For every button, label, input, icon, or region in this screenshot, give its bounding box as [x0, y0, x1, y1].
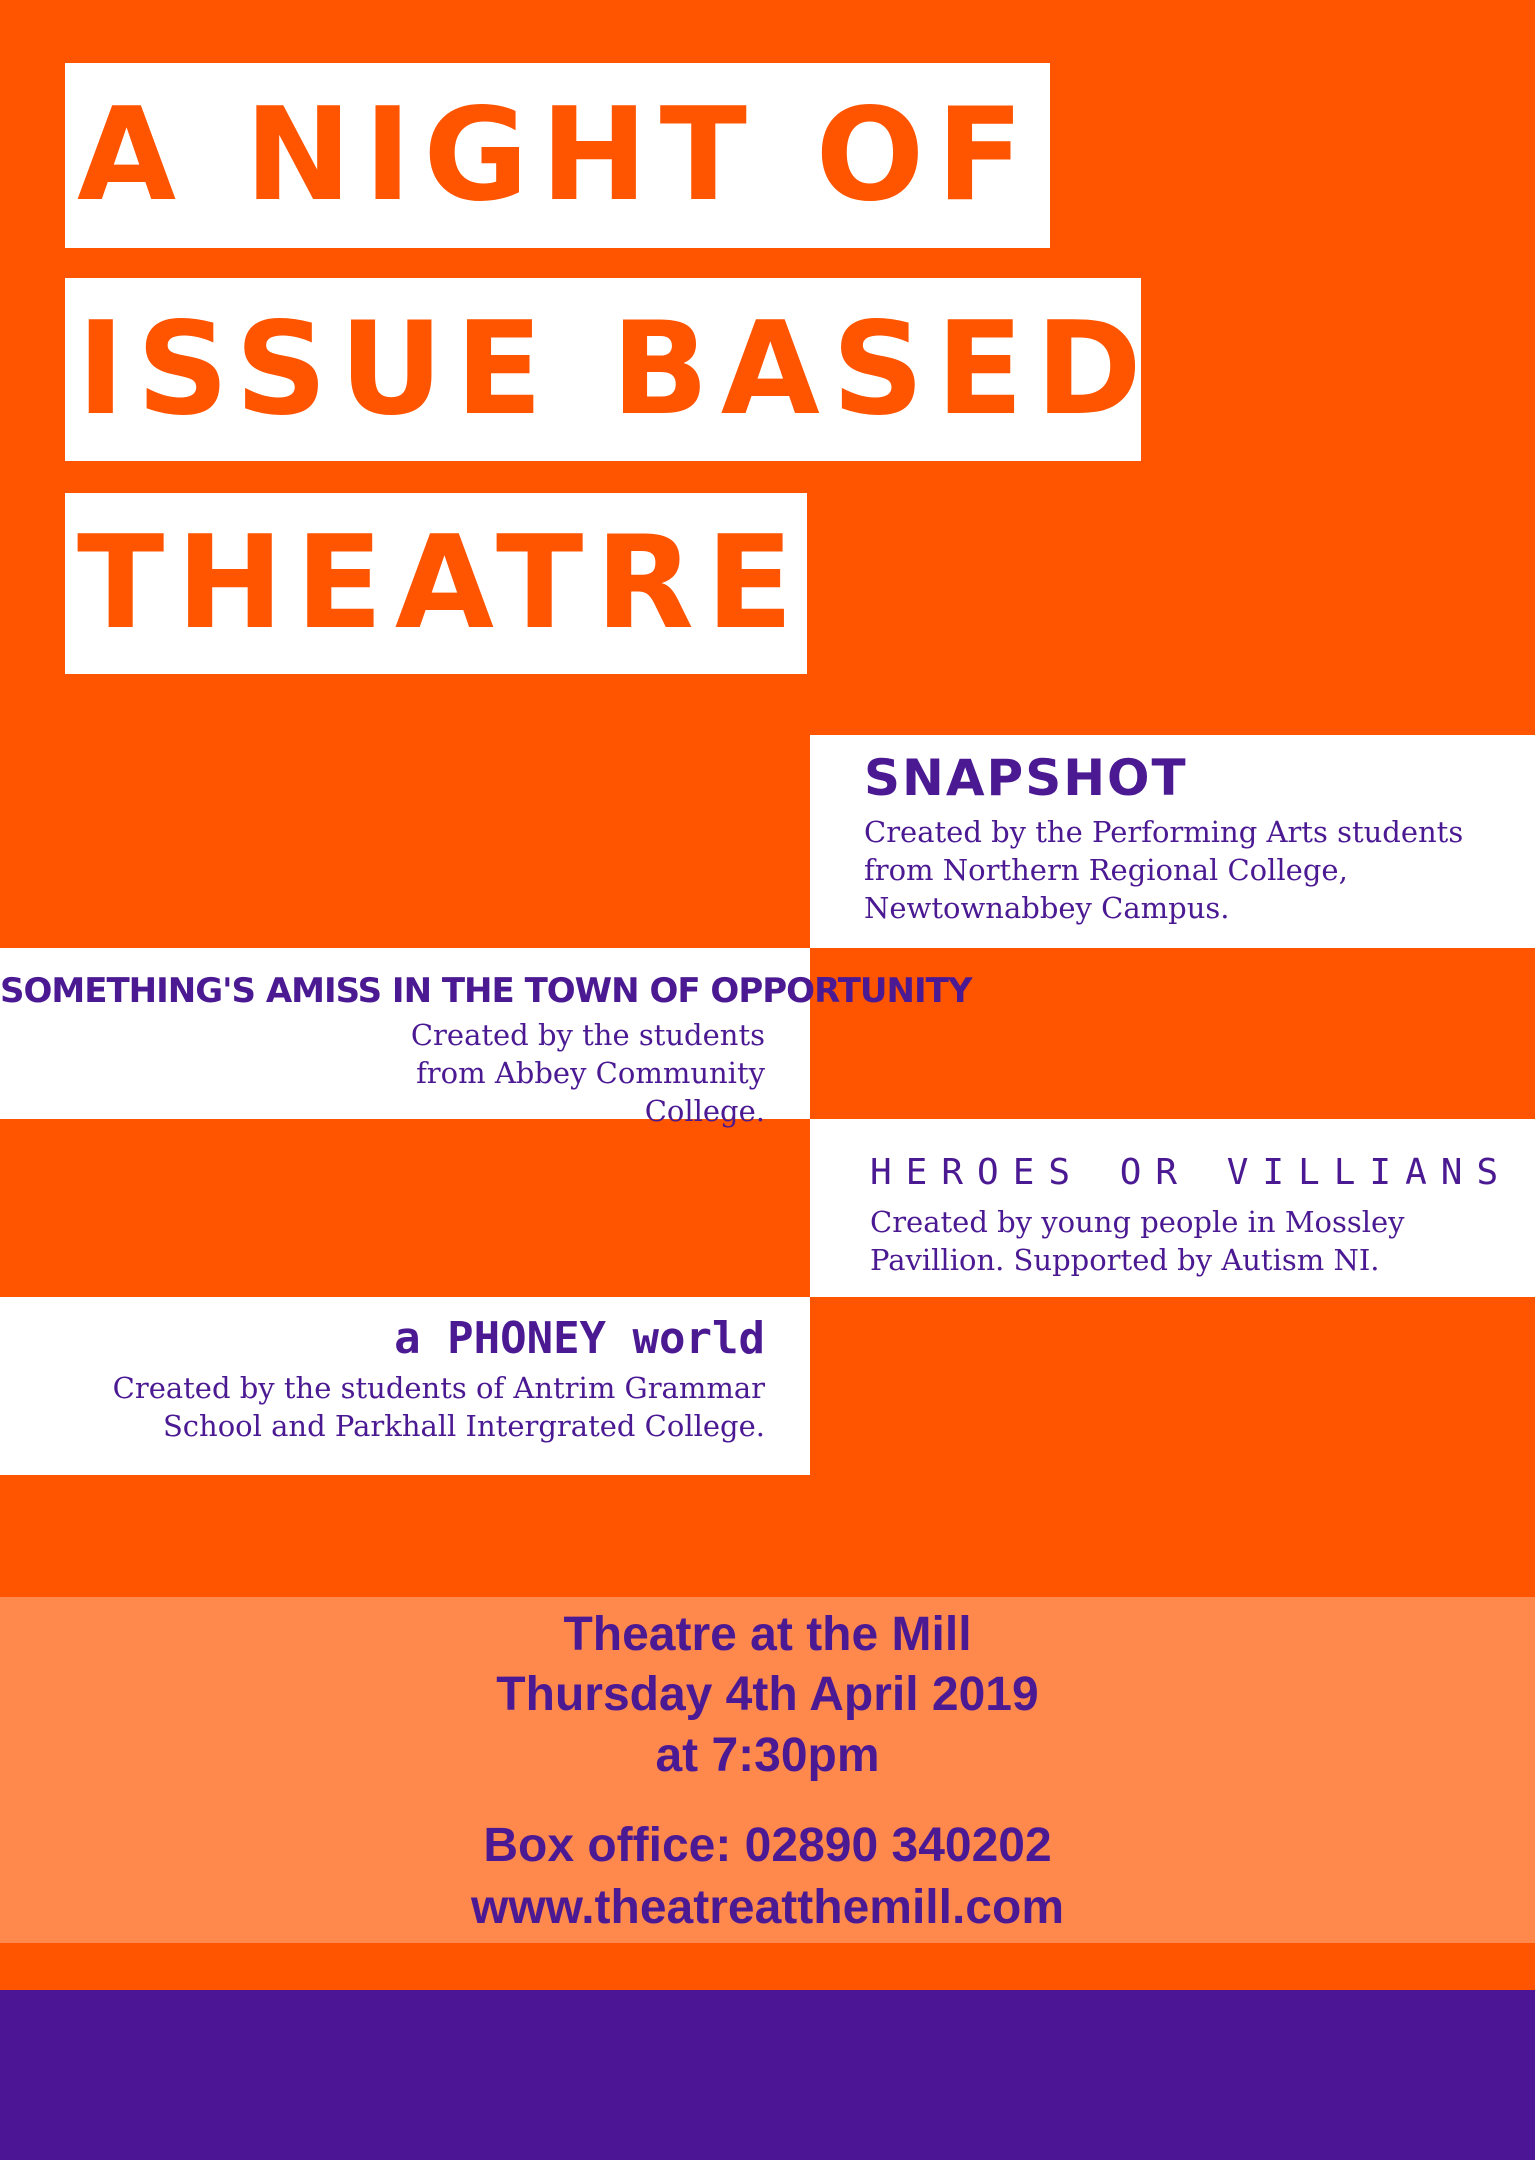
- title-line-3-box: [65, 493, 807, 674]
- title-line-2-box: [65, 278, 1154, 461]
- box-office: Box office: 02890 340202: [483, 1819, 1052, 1872]
- title-line-2: ISSUE BASED: [77, 294, 1154, 444]
- show-snapshot: [810, 735, 1535, 948]
- website-link[interactable]: www.theatreatthemill.com: [470, 1881, 1064, 1934]
- show-a-phoney-world: [0, 1297, 810, 1475]
- show-description: Created by the Performing Arts students from Northern Regional College, Newtownabbey Campus.: [864, 815, 1464, 925]
- footer-band: [0, 1990, 1535, 2160]
- show-title: HEROES OR VILLIANS: [870, 1152, 1513, 1193]
- show-description: Created by young people in Mossley Pavillion. Supported by Autism NI.: [870, 1205, 1405, 1277]
- show-title: a PHONEY world: [394, 1313, 765, 1364]
- event-time: at 7:30pm: [655, 1729, 880, 1782]
- show-description: Created by the students of Antrim Grammar School and Parkhall Intergrated College.: [112, 1371, 765, 1443]
- title-line-1-box: [65, 63, 1050, 248]
- event-date: Thursday 4th April 2019: [496, 1668, 1039, 1721]
- show-title: SNAPSHOT: [864, 749, 1188, 807]
- show-somethings-amiss: [0, 948, 972, 1128]
- show-description: Created by the students from Abbey Community College.: [410, 1018, 765, 1128]
- title-line-1: A NIGHT OF: [77, 80, 1036, 230]
- title-line-3: THEATRE: [77, 508, 806, 658]
- venue-name: Theatre at the Mill: [563, 1608, 972, 1661]
- show-title: SOMETHING'S AMISS IN THE TOWN OF OPPORTUNITY: [0, 971, 972, 1011]
